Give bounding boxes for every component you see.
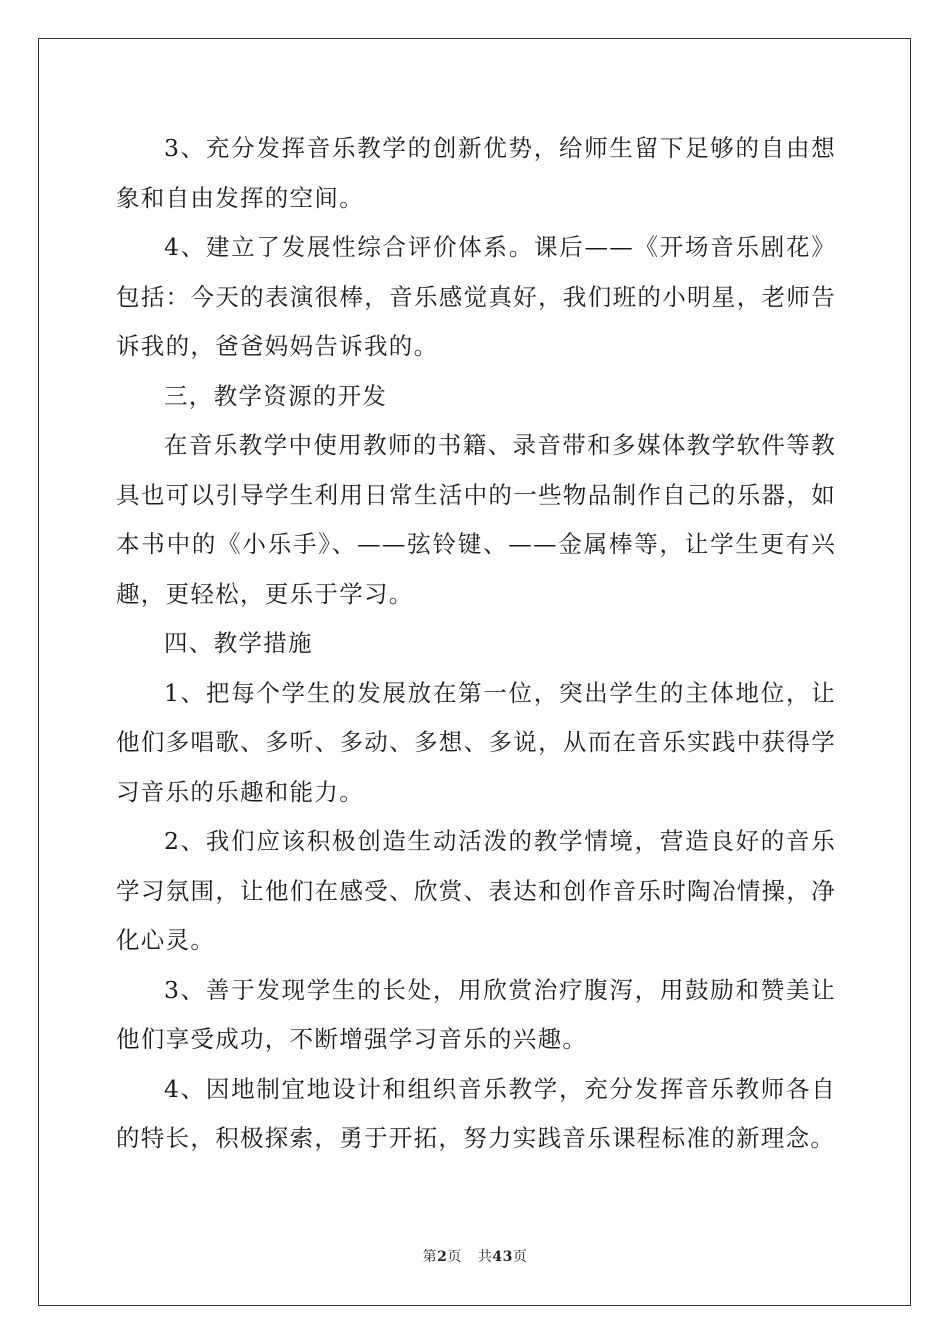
page-footer — [0, 1246, 950, 1266]
heading-teaching-measures: 四、教学措施 — [164, 629, 313, 657]
page-suffix: 页 — [447, 1249, 462, 1265]
total-suffix: 页 — [512, 1249, 528, 1265]
total-prefix: 共 — [477, 1249, 493, 1265]
paragraph-measure-1: 1、把每个学生的发展放在第一位，突出学生的主体地位，让他们多唱歌、多听、多动、多想、多说，从而在音乐实践中获得学习音乐的乐趣和能力。 — [116, 678, 836, 806]
total-pages: 43 — [492, 1249, 513, 1265]
paragraph-measure-4: 4、因地制宜地设计和组织音乐教学，充分发挥音乐教师各自的特长，积极探索，勇于开拓，努力实践音乐课程标准的新理念。 — [116, 1074, 836, 1152]
heading-teaching-resources: 三，教学资源的开发 — [164, 381, 388, 410]
paragraph-measure-3: 3、善于发现学生的长处，用欣赏治疗腹泻，用鼓励和赞美让他们享受成功，不断增强学习音乐的兴趣。 — [116, 975, 836, 1053]
paragraph-measure-2: 2、我们应该积极创造生动活泼的教学情境，营造良好的音乐学习氛围，让他们在感受、欣赏、表达和创作音乐时陶冶情操，净化心灵。 — [116, 827, 836, 954]
paragraph-evaluation-system: 4、建立了发展性综合评价体系。课后——《开场音乐剧花》包括：今天的表演很棒，音乐感觉真好，我们班的小明星，老师告诉我的，爸爸妈妈告诉我的。 — [116, 233, 836, 360]
paragraph-teaching-aids: 在音乐教学中使用教师的书籍、录音带和多媒体教学软件等教具也可以引导学生利用日常生活中的一些物品制作自己的乐器，如本书中的《小乐手》、——弦铃键、——金属棒等，让学生更有兴趣，更轻松，更乐于学习。 — [116, 431, 836, 608]
page-number: 2 — [437, 1249, 448, 1265]
page-prefix: 第 — [422, 1249, 438, 1265]
document-body — [116, 124, 836, 1164]
paragraph-innovation: 3、充分发挥音乐教学的创新优势，给师生留下足够的自由想象和自由发挥的空间。 — [116, 134, 836, 212]
